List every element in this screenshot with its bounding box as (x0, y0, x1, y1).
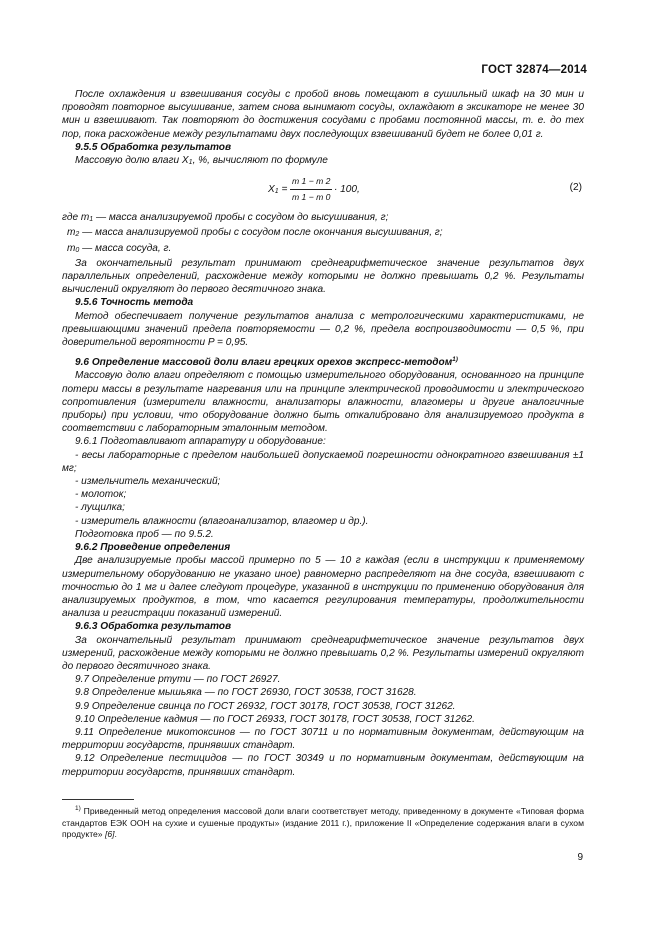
list-item-grinder: - измельчитель механический; (75, 476, 221, 488)
paragraph-drying-repeat: После охлаждения и взвешивания сосуды с пробой вновь помещают в сушильный шкаф на 30 мин и проводят повторное высушивание, затем снова вынимают сосуды, охлаждают в эксикаторе не менее 30 мин и взвешивают. Так повторяют до достижения сосудами с пробами постоянной массы, т. е. до тех пор, пока расхождение между результатами двух последующих взвешиваний будет не более 0,01 г. (62, 89, 584, 140)
list-item-moisture-meter: - измеритель влажности (влагоанализатор, влагомер и др.). (75, 515, 369, 527)
formula-2 (62, 175, 584, 205)
formula-fraction (290, 175, 332, 204)
paragraph-9-7: 9.7 Определение ртути — по ГОСТ 26927. (75, 674, 281, 686)
document-body (62, 88, 584, 779)
formula-lhs: X1 = (268, 184, 288, 196)
footnote: $^{1)}$ Приведенный метод определения массовой доли влаги соответствует методу, приведенному в документе «Типовая форма стандартов ЕЭК ООН на сухие и сушеные продукты» (издание 2011 г.), приложение II «Определение содержания влаги в сухом продукте» [6]. (62, 805, 584, 840)
paragraph-sample-prep: Подготовка проб — по 9.5.2. (75, 528, 214, 540)
list-item-scales: - весы лабораторные с пределом наибольшей допускаемой погрешности однократного взвешивания ±1 мг; (62, 449, 584, 474)
formula-denominator: m 1 − m 0 (292, 192, 331, 203)
paragraph-procedure: Две анализируемые пробы массой примерно по 5 — 10 г каждая (если в инструкции к применяемому измерительному оборудованию не указано иное) равномерно распределяют на дне сосуда, взвешивают с точностью до 1 мг и далее следуют процедуре, указанной в инструкции по применению оборудования для анализируемых продуктов, в том, что касается регулирования температуры, продолжительности анализа и регистрации показаний измерений. (62, 555, 584, 620)
definition-m0: m0 — масса сосуда, г. (67, 242, 172, 254)
footnote-divider (62, 799, 134, 800)
standard-code-header: ГОСТ 32874—2014 (481, 64, 587, 76)
paragraph-final-result: За окончательный результат принимают среднеарифметическое значение результатов двух параллельных определений, расхождение между которыми не должно превышать 0,2 %. Результаты вычислений округляют до первого десятичного знака. (62, 257, 584, 296)
definition-m2: m2 — масса анализируемой пробы с сосудом после окончания высушивания, г; (67, 227, 443, 239)
paragraph-9-8: 9.8 Определение мышьяка — по ГОСТ 26930, ГОСТ 30538, ГОСТ 31628. (75, 687, 417, 699)
paragraph-9-9: 9.9 Определение свинца по ГОСТ 26932, ГОСТ 30178, ГОСТ 30538, ГОСТ 31262. (75, 700, 456, 712)
paragraph-processing: За окончательный результат принимают среднеарифметическое значение результатов двух измерений, расхождение между которыми не должно превышать 0,2 %. Результаты измерений округляют до первого десятичного знака. (62, 634, 584, 672)
formula-numerator: m 1 − m 2 (290, 175, 332, 190)
paragraph-precision: Метод обеспечивает получение результатов анализа с метрологическими характеристиками, не превышающими значений предела повторяемости — 0,2 %, предела воспроизводимости — 0,5 %, при доверительной вероятности P = 0,95. (62, 310, 584, 349)
heading-9-6-2: 9.6.2 Проведение определения (75, 542, 231, 554)
formula-multiplier: · 100, (334, 184, 360, 196)
page-number: 9 (577, 852, 583, 863)
paragraph-formula-intro: Массовую долю влаги X1, %, вычисляют по формуле (75, 155, 328, 167)
definition-m1: где m1 — масса анализируемой пробы с сосудом до высушивания, г; (62, 212, 389, 224)
paragraph-express-method: Массовую долю влаги определяют с помощью измерительного оборудования, основанного на принципе потери массы в результате нагревания или на принципе электрической проводимости и электрического сопротивления (измерители влажности, анализаторы влажности, влагомеры и другие аналогичные приборы) при условии, что оборудование должно быть откалибровано для анализируемого продукта в соответствии с лабораторным эталонным методом. (62, 370, 584, 435)
paragraph-9-6-1: 9.6.1 Подготавливают аппаратуру и оборудование: (75, 436, 326, 448)
heading-9-5-5: 9.5.5 Обработка результатов (75, 141, 232, 153)
paragraph-9-12: 9.12 Определение пестицидов — по ГОСТ 30349 и по нормативным документам, действующим на территории государств, принявших стандарт. (62, 753, 584, 778)
paragraph-9-11: 9.11 Определение микотоксинов — по ГОСТ 30711 и по нормативным документам, действующим на территории государств, принявших стандарт. (62, 726, 584, 752)
paragraph-9-10: 9.10 Определение кадмия — по ГОСТ 26933, ГОСТ 30178, ГОСТ 30538, ГОСТ 31262. (75, 713, 475, 725)
heading-9-6: 9.6 Определение массовой доли влаги грецких орехов экспресс-методом$^{1)}$ (75, 356, 458, 369)
list-item-hammer: - молоток; (75, 489, 127, 501)
heading-9-5-6: 9.5.6 Точность метода (75, 297, 194, 309)
list-item-sheller: - лущилка; (75, 502, 125, 514)
formula-number: (2) (569, 182, 582, 194)
heading-9-6-3: 9.6.3 Обработка результатов (75, 621, 232, 633)
